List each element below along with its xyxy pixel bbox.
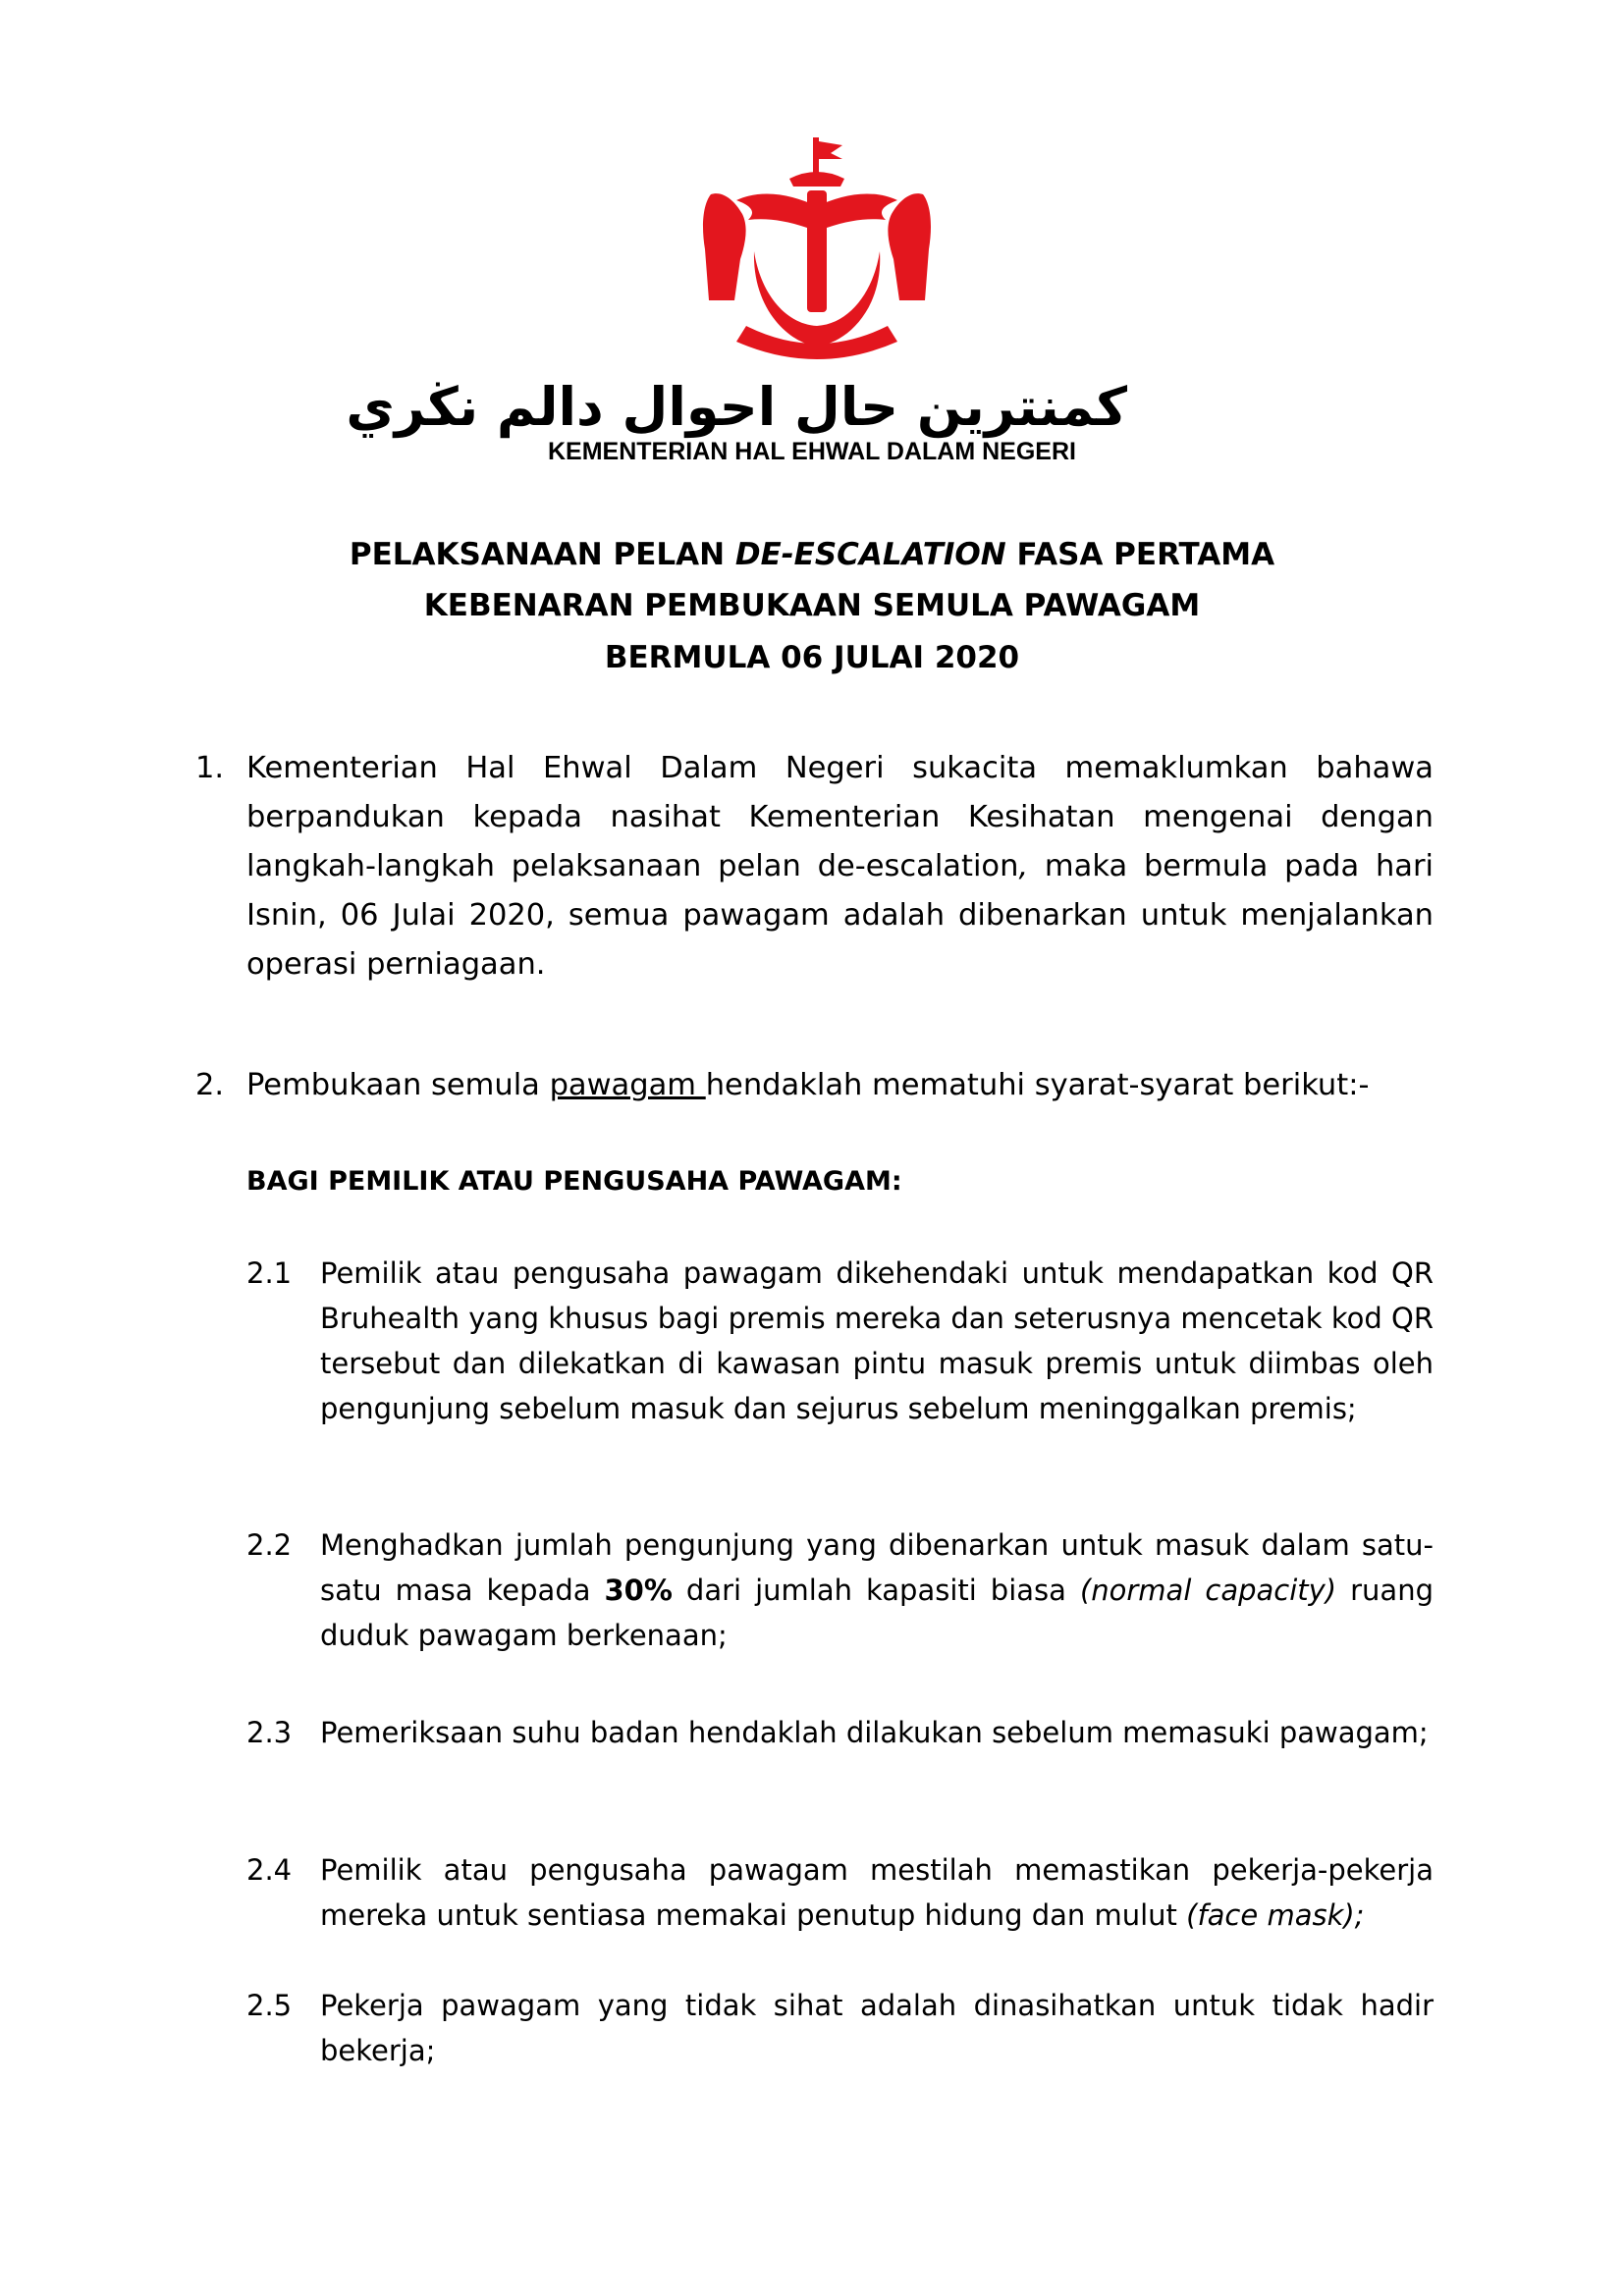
section-heading: BAGI PEMILIK ATAU PENGUSAHA PAWAGAM: — [246, 1166, 902, 1197]
paragraph-number: 2. — [195, 1068, 225, 1102]
list-item-number: 2.1 — [246, 1256, 293, 1290]
list-item: Menghadkan jumlah pengunjung yang dibenarkan untuk masuk dalam satu-satu masa kepada 30% dari jumlah kapasiti biasa (normal capacity) ruang duduk pawagam berkenaan; — [320, 1528, 1434, 1652]
crest-emblem-icon — [693, 135, 941, 363]
list-item-number: 2.5 — [246, 1989, 293, 2022]
document-title-line-3: BERMULA 06 JULAI 2020 — [604, 640, 1020, 675]
list-item-number: 2.2 — [246, 1528, 293, 1562]
paragraph-1: Kementerian Hal Ehwal Dalam Negeri sukacita memaklumkan bahawa berpandukan kepada nasihat Kementerian Kesihatan mengenai dengan langkah-langkah pelaksanaan pelan de-escalation, maka bermula pada hari Isnin, 06 Julai 2020, semua pawagam adalah dibenarkan untuk menjalankan operasi perniagaan. — [246, 751, 1435, 982]
ministry-name-jawi: كمنترين حال احوال دالم نڬري — [346, 376, 1127, 438]
ministry-name: KEMENTERIAN HAL EHWAL DALAM NEGERI — [548, 438, 1076, 465]
list-item: Pemeriksaan suhu badan hendaklah dilakukan sebelum memasuki pawagam; — [320, 1716, 1429, 1749]
document-title-line-1: PELAKSANAAN PELAN DE-ESCALATION FASA PERTAMA — [349, 537, 1275, 572]
list-item-number: 2.4 — [246, 1853, 293, 1887]
document-title-line-2: KEBENARAN PEMBUKAAN SEMULA PAWAGAM — [423, 588, 1201, 623]
list-item-number: 2.3 — [246, 1716, 293, 1749]
paragraph-2: Pembukaan semula pawagam hendaklah mematuhi syarat-syarat berikut:- — [246, 1068, 1370, 1102]
list-item: Pemilik atau pengusaha pawagam mestilah memastikan pekerja-pekerja mereka untuk sentiasa memakai penutup hidung dan mulut (face mask); — [320, 1853, 1434, 1932]
list-item: Pemilik atau pengusaha pawagam dikehendaki untuk mendapatkan kod QR Bruhealth yang khusus bagi premis mereka dan seterusnya mencetak kod QR tersebut dan dilekatkan di kawasan pintu masuk premis untuk diimbas oleh pengunjung sebelum masuk dan sejurus sebelum meninggalkan premis; — [320, 1256, 1434, 1425]
paragraph-number: 1. — [195, 751, 225, 785]
list-item: Pekerja pawagam yang tidak sihat adalah dinasihatkan untuk tidak hadir bekerja; — [320, 1989, 1434, 2067]
